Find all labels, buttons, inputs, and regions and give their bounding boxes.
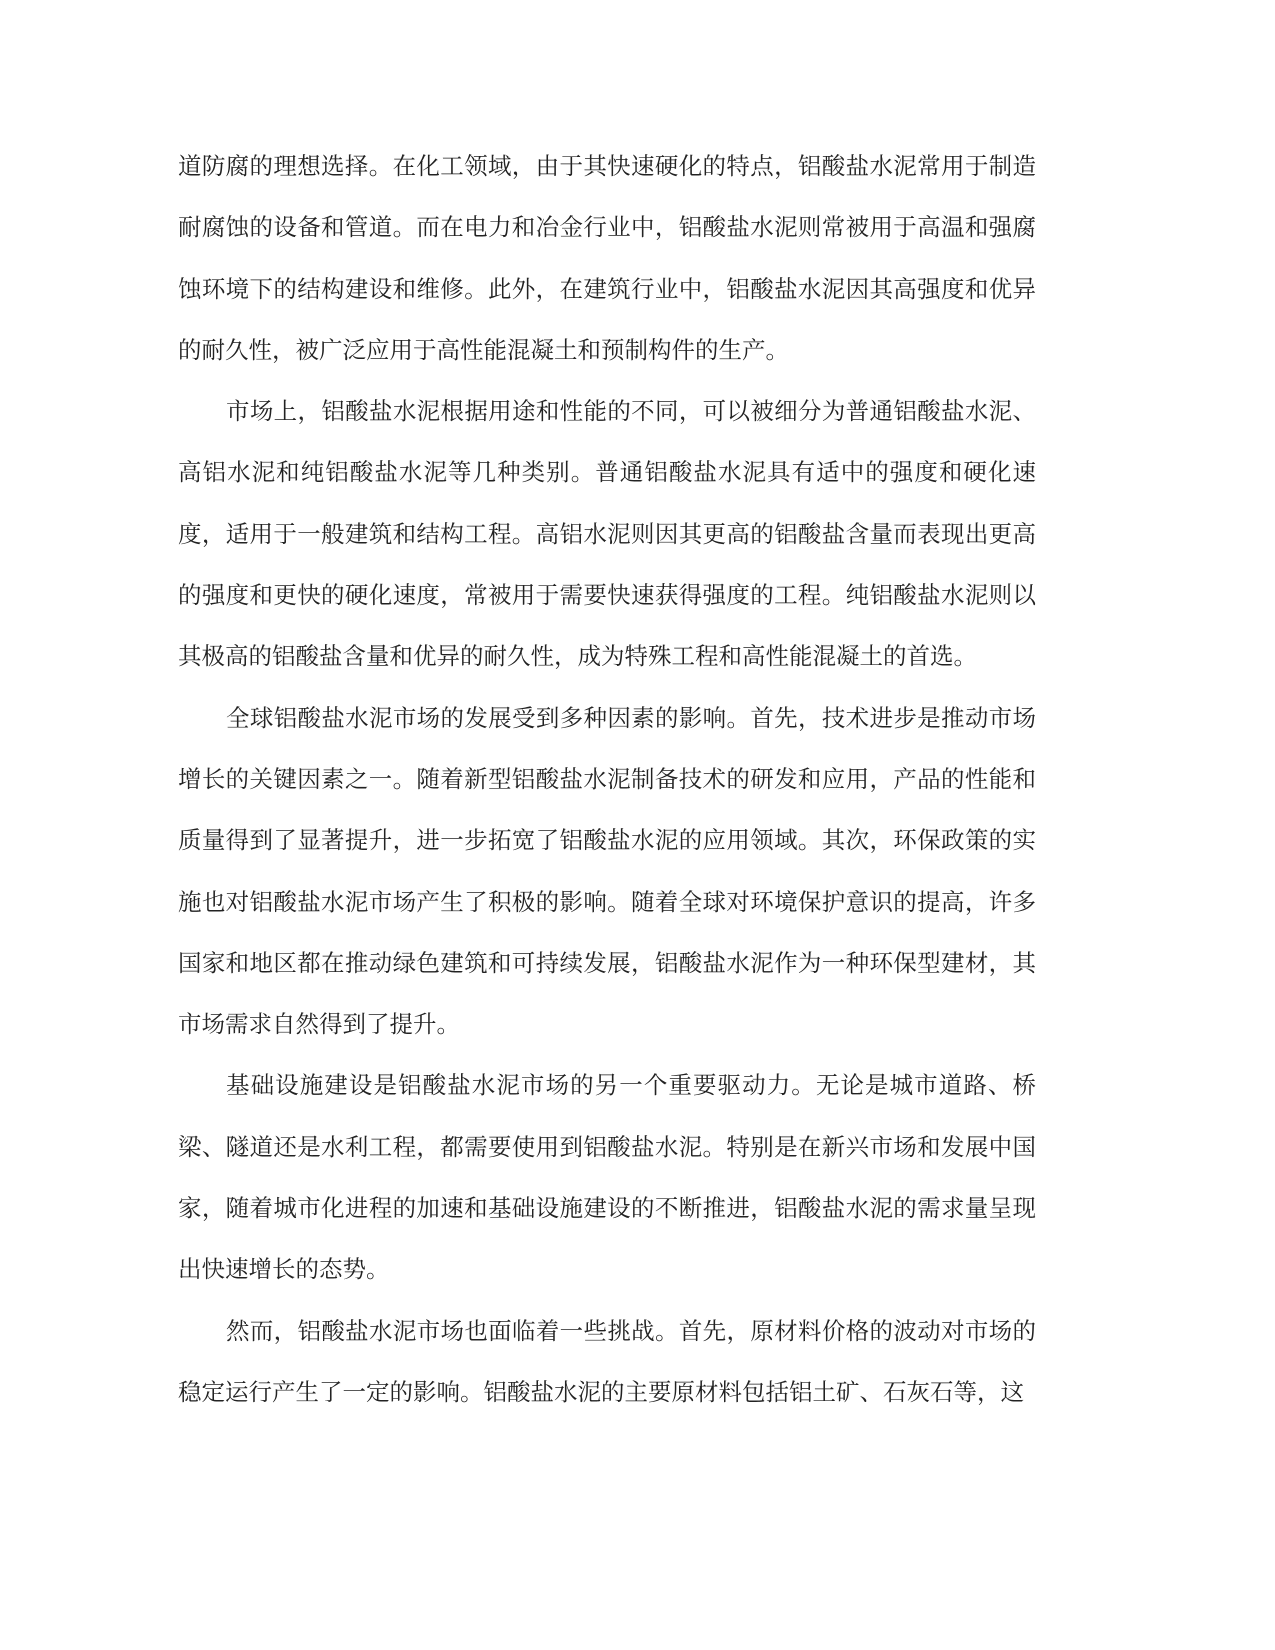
paragraph-challenges: 然而，铝酸盐水泥市场也面临着一些挑战。首先，原材料价格的波动对市场的稳定运行产生了一定的影响。铝酸盐水泥的主要原材料包括铝土矿、石灰石等，这: [178, 1316, 1036, 1406]
paragraph-market-segments: 市场上，铝酸盐水泥根据用途和性能的不同，可以被细分为普通铝酸盐水泥、高铝水泥和纯铝酸盐水泥等几种类别。普通铝酸盐水泥具有适中的强度和硬化速度，适用于一般建筑和结构工程。高铝水泥则因其更高的铝酸盐含量而表现出更高的强度和更快的硬化速度，常被用于需要快速获得强度的工程。纯铝酸盐水泥则以其极高的铝酸盐含量和优异的耐久性，成为特殊工程和高性能混凝土的首选。: [178, 397, 1036, 671]
paragraph-infrastructure: 基础设施建设是铝酸盐水泥市场的另一个重要驱动力。无论是城市道路、桥梁、隧道还是水利工程，都需要使用到铝酸盐水泥。特别是在新兴市场和发展中国家，随着城市化进程的加速和基础设施建设的不断推进，铝酸盐水泥的需求量呈现出快速增长的态势。: [178, 1071, 1036, 1284]
document-page: [178, 136, 1036, 1423]
paragraph-market-drivers: 全球铝酸盐水泥市场的发展受到多种因素的影响。首先，技术进步是推动市场增长的关键因素之一。随着新型铝酸盐水泥制备技术的研发和应用，产品的性能和质量得到了显著提升，进一步拓宽了铝酸盐水泥的应用领域。其次，环保政策的实施也对铝酸盐水泥市场产生了积极的影响。随着全球对环境保护意识的提高，许多国家和地区都在推动绿色建筑和可持续发展，铝酸盐水泥作为一种环保型建材，其市场需求自然得到了提升。: [178, 703, 1036, 1039]
paragraph-continued: 道防腐的理想选择。在化工领域，由于其快速硬化的特点，铝酸盐水泥常用于制造耐腐蚀的设备和管道。而在电力和冶金行业中，铝酸盐水泥则常被用于高温和强腐蚀环境下的结构建设和维修。此外，在建筑行业中，铝酸盐水泥因其高强度和优异的耐久性，被广泛应用于高性能混凝土和预制构件的生产。: [178, 152, 1036, 364]
